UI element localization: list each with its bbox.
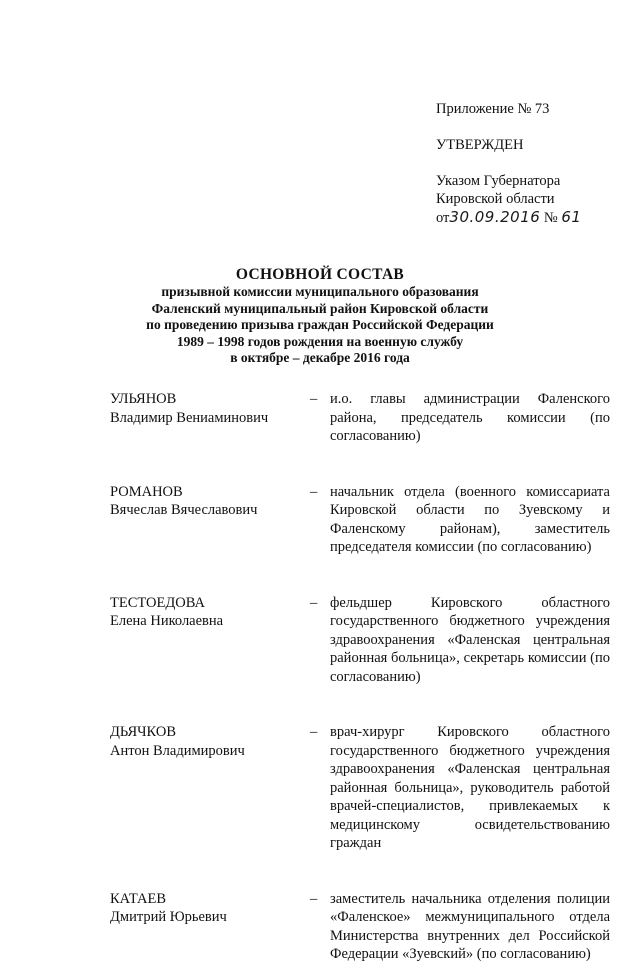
date-prefix: от: [436, 210, 450, 226]
member-dash: –: [310, 890, 318, 907]
member-description: и.о. главы администрации Фаленского района, председатель комиссии (по согласованию): [330, 391, 610, 444]
member-description: фельдшер Кировского областного государственного бюджетного учреждения здравоохранения «Фаленская центральная районная больница», секретарь комиссии (по согласованию): [330, 594, 610, 685]
title-line-2: Фаленский муниципальный район Кировской области: [151, 300, 489, 316]
title-line-3: по проведению призыва граждан Российской Федерации: [146, 317, 494, 332]
document-title: [0, 265, 640, 367]
member-entry: [110, 890, 610, 964]
member-dash: –: [310, 724, 318, 740]
members-list: [110, 390, 610, 964]
member-entry: [110, 390, 610, 446]
member-description: заместитель начальника отделения полиции «Фаленское» межмуниципального отдела Министерства внутренних дел Российской Федерации «Зуевский» (по согласованию): [330, 890, 610, 962]
title-line-5: в октябре – декабре 2016 года: [230, 350, 410, 365]
decree-line-1: Указом Губернатора: [436, 173, 561, 189]
member-entry: [110, 723, 610, 853]
member-given-name: Дмитрий Юрьевич: [110, 909, 227, 925]
member-given-name: Антон Владимирович: [110, 742, 245, 759]
member-dash: –: [310, 391, 318, 407]
member-surname: ДЬЯЧКОВ: [110, 724, 176, 740]
title-main: ОСНОВНОЙ СОСТАВ: [235, 266, 405, 283]
decree-date-line: [436, 208, 581, 227]
member-name: [110, 723, 310, 853]
member-given-name: Вячеслав Вячеславович: [110, 502, 258, 518]
member-surname: РОМАНОВ: [110, 483, 183, 500]
member-description: врач-хирург Кировского областного государственного бюджетного учреждения здравоохранения «Фаленская центральная районная больница», руководитель работой врачей-специалистов, привлекаемых к медицинскому освидетельствованию граждан: [330, 724, 610, 851]
approval-block: [436, 100, 581, 227]
member-dash: –: [310, 594, 318, 611]
title-line-1: призывной комиссии муниципального образования: [161, 284, 479, 299]
member-given-name: Владимир Вениаминович: [110, 409, 269, 426]
member-entry: [110, 483, 610, 557]
number-prefix: №: [543, 210, 558, 226]
member-name: [110, 483, 310, 557]
member-surname: УЛЬЯНОВ: [110, 391, 177, 407]
member-name: [110, 390, 310, 446]
title-line-4: 1989 – 1998 годов рождения на военную службу: [176, 333, 464, 349]
member-name: [110, 594, 310, 687]
member-description: начальник отдела (военного комиссариата Кировской области по Зуевскому и Фаленскому районам), заместитель председателя комиссии (по согласованию): [330, 483, 610, 555]
member-name: [110, 890, 310, 964]
member-entry: [110, 594, 610, 687]
member-given-name: Елена Николаевна: [110, 613, 224, 629]
member-surname: КАТАЕВ: [110, 890, 167, 907]
appendix-number: Приложение № 73: [436, 101, 550, 117]
approved-label: УТВЕРЖДЕН: [436, 137, 524, 153]
handwritten-number: 61: [561, 208, 582, 226]
handwritten-date: 30.09.2016: [449, 208, 541, 226]
decree-line-2: Кировской области: [436, 191, 555, 207]
member-surname: ТЕСТОЕДОВА: [110, 594, 205, 611]
member-dash: –: [310, 483, 318, 500]
